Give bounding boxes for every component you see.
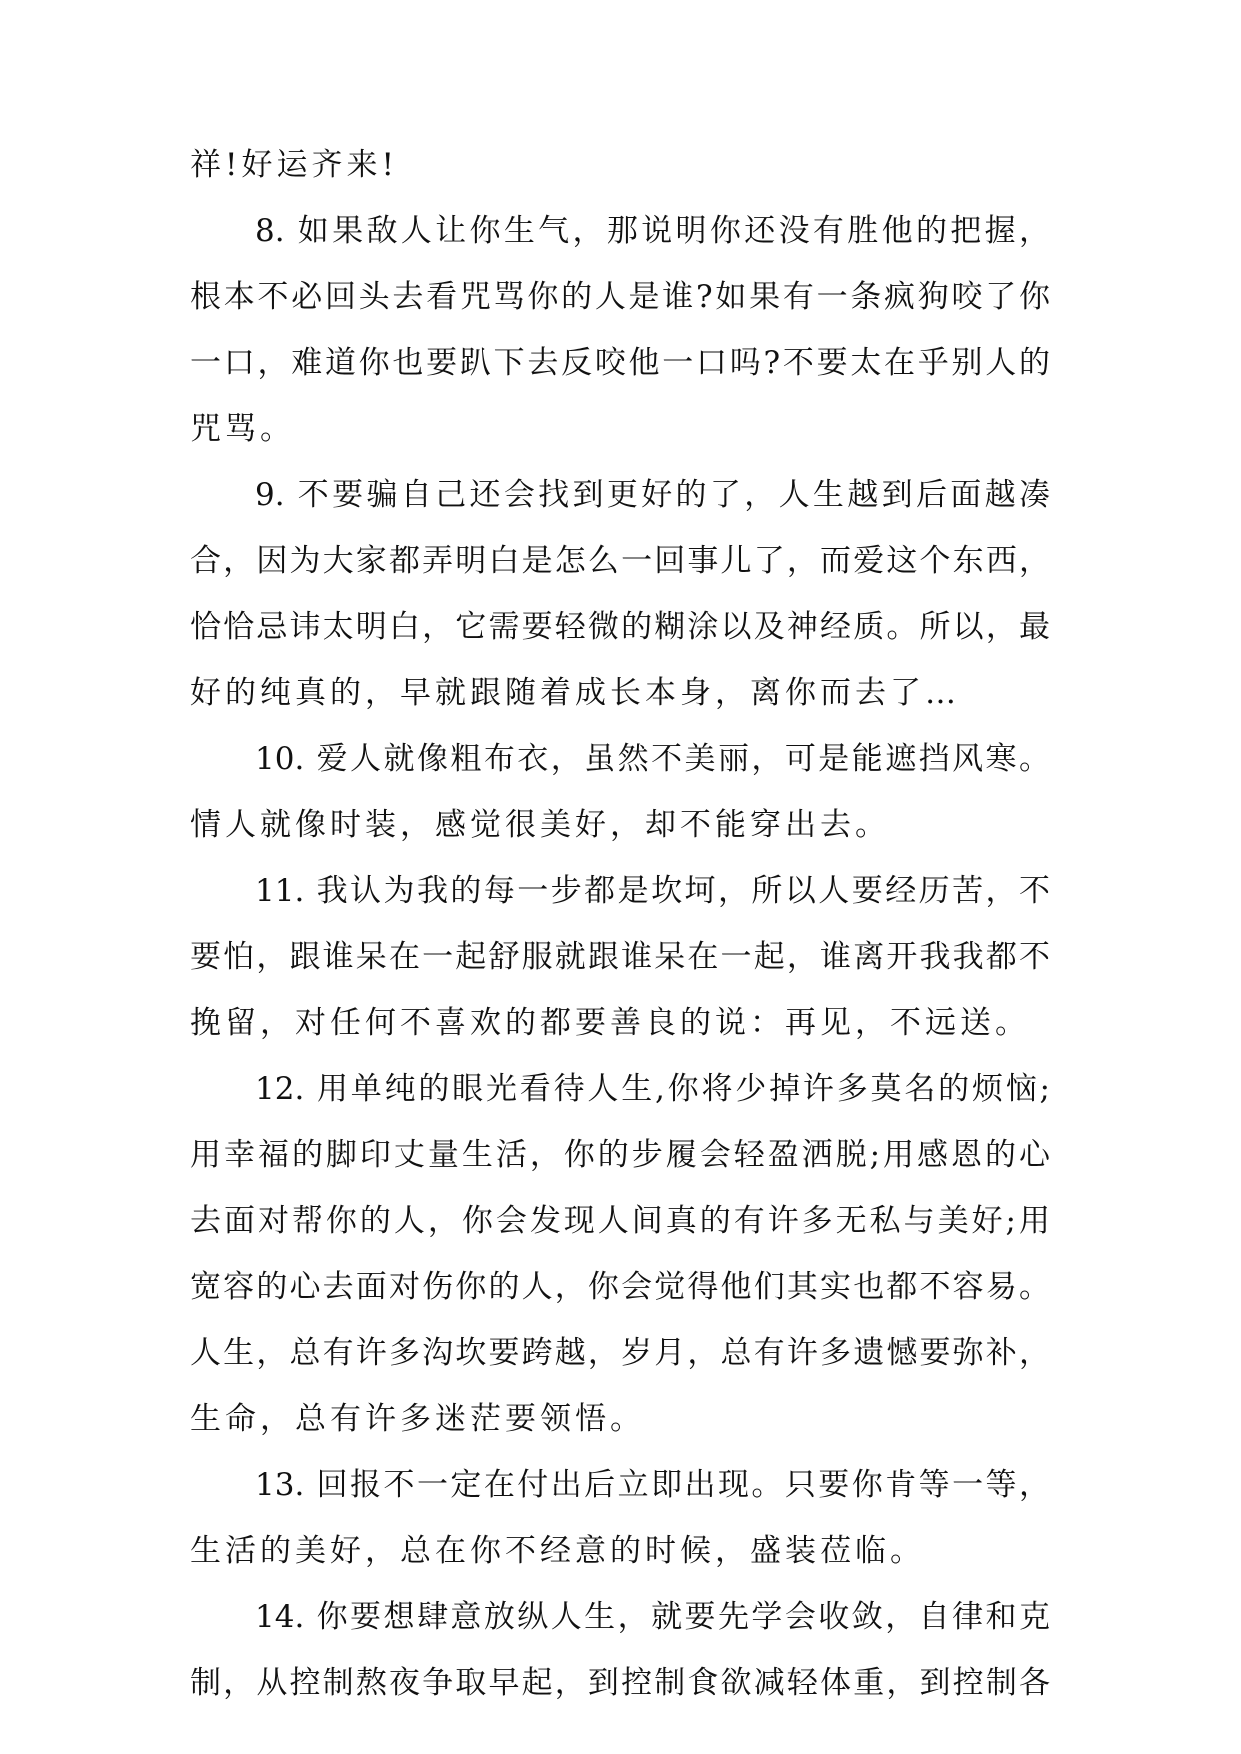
paragraph-10-first-line: 10. 爱人就像粗布衣，虽然不美丽，可是能遮挡风寒。 [255, 741, 1050, 777]
text-line: 要怕，跟谁呆在一起舒服就跟谁呆在一起，谁离开我我都不 [190, 939, 1050, 975]
paragraph-8-first-line: 8. 如果敌人让你生气，那说明你还没有胜他的把握， [255, 213, 1050, 249]
text-line: 一口，难道你也要趴下去反咬他一口吗?不要太在乎别人的 [190, 345, 1050, 381]
text-line: 恰恰忌讳太明白，它需要轻微的糊涂以及神经质。所以，最 [190, 609, 1050, 645]
text-line: 好的纯真的，早就跟随着成长本身，离你而去了… [190, 675, 960, 711]
text-line: 用幸福的脚印丈量生活，你的步履会轻盈洒脱;用感恩的心 [190, 1137, 1050, 1173]
text-line: 合，因为大家都弄明白是怎么一回事儿了，而爱这个东西， [190, 543, 1050, 579]
text-line: 生活的美好，总在你不经意的时候，盛装莅临。 [190, 1533, 925, 1569]
text-line: 宽容的心去面对伤你的人，你会觉得他们其实也都不容易。 [190, 1269, 1050, 1305]
text-line: 人生，总有许多沟坎要跨越，岁月，总有许多遗憾要弥补， [190, 1335, 1050, 1371]
paragraph-14-first-line: 14. 你要想肆意放纵人生，就要先学会收敛，自律和克 [255, 1599, 1050, 1635]
paragraph-13-first-line: 13. 回报不一定在付出后立即出现。只要你肯等一等， [255, 1467, 1050, 1503]
text-line: 咒骂。 [190, 411, 295, 447]
text-line: 挽留，对任何不喜欢的都要善良的说：再见，不远送。 [190, 1005, 1030, 1041]
paragraph-11-first-line: 11. 我认为我的每一步都是坎坷，所以人要经历苦，不 [255, 873, 1050, 909]
paragraph-12-first-line: 12. 用单纯的眼光看待人生,你将少掉许多莫名的烦恼; [255, 1071, 1050, 1107]
text-line: 祥!好运齐来! [190, 147, 398, 183]
paragraph-9-first-line: 9. 不要骗自己还会找到更好的了，人生越到后面越凑 [255, 477, 1050, 513]
text-line: 根本不必回头去看咒骂你的人是谁?如果有一条疯狗咬了你 [190, 279, 1050, 315]
text-line: 去面对帮你的人，你会发现人间真的有许多无私与美好;用 [190, 1203, 1050, 1239]
text-line: 情人就像时装，感觉很美好，却不能穿出去。 [190, 807, 890, 843]
text-line: 制，从控制熬夜争取早起，到控制食欲减轻体重，到控制各 [190, 1665, 1050, 1701]
text-line: 生命，总有许多迷茫要领悟。 [190, 1401, 645, 1437]
